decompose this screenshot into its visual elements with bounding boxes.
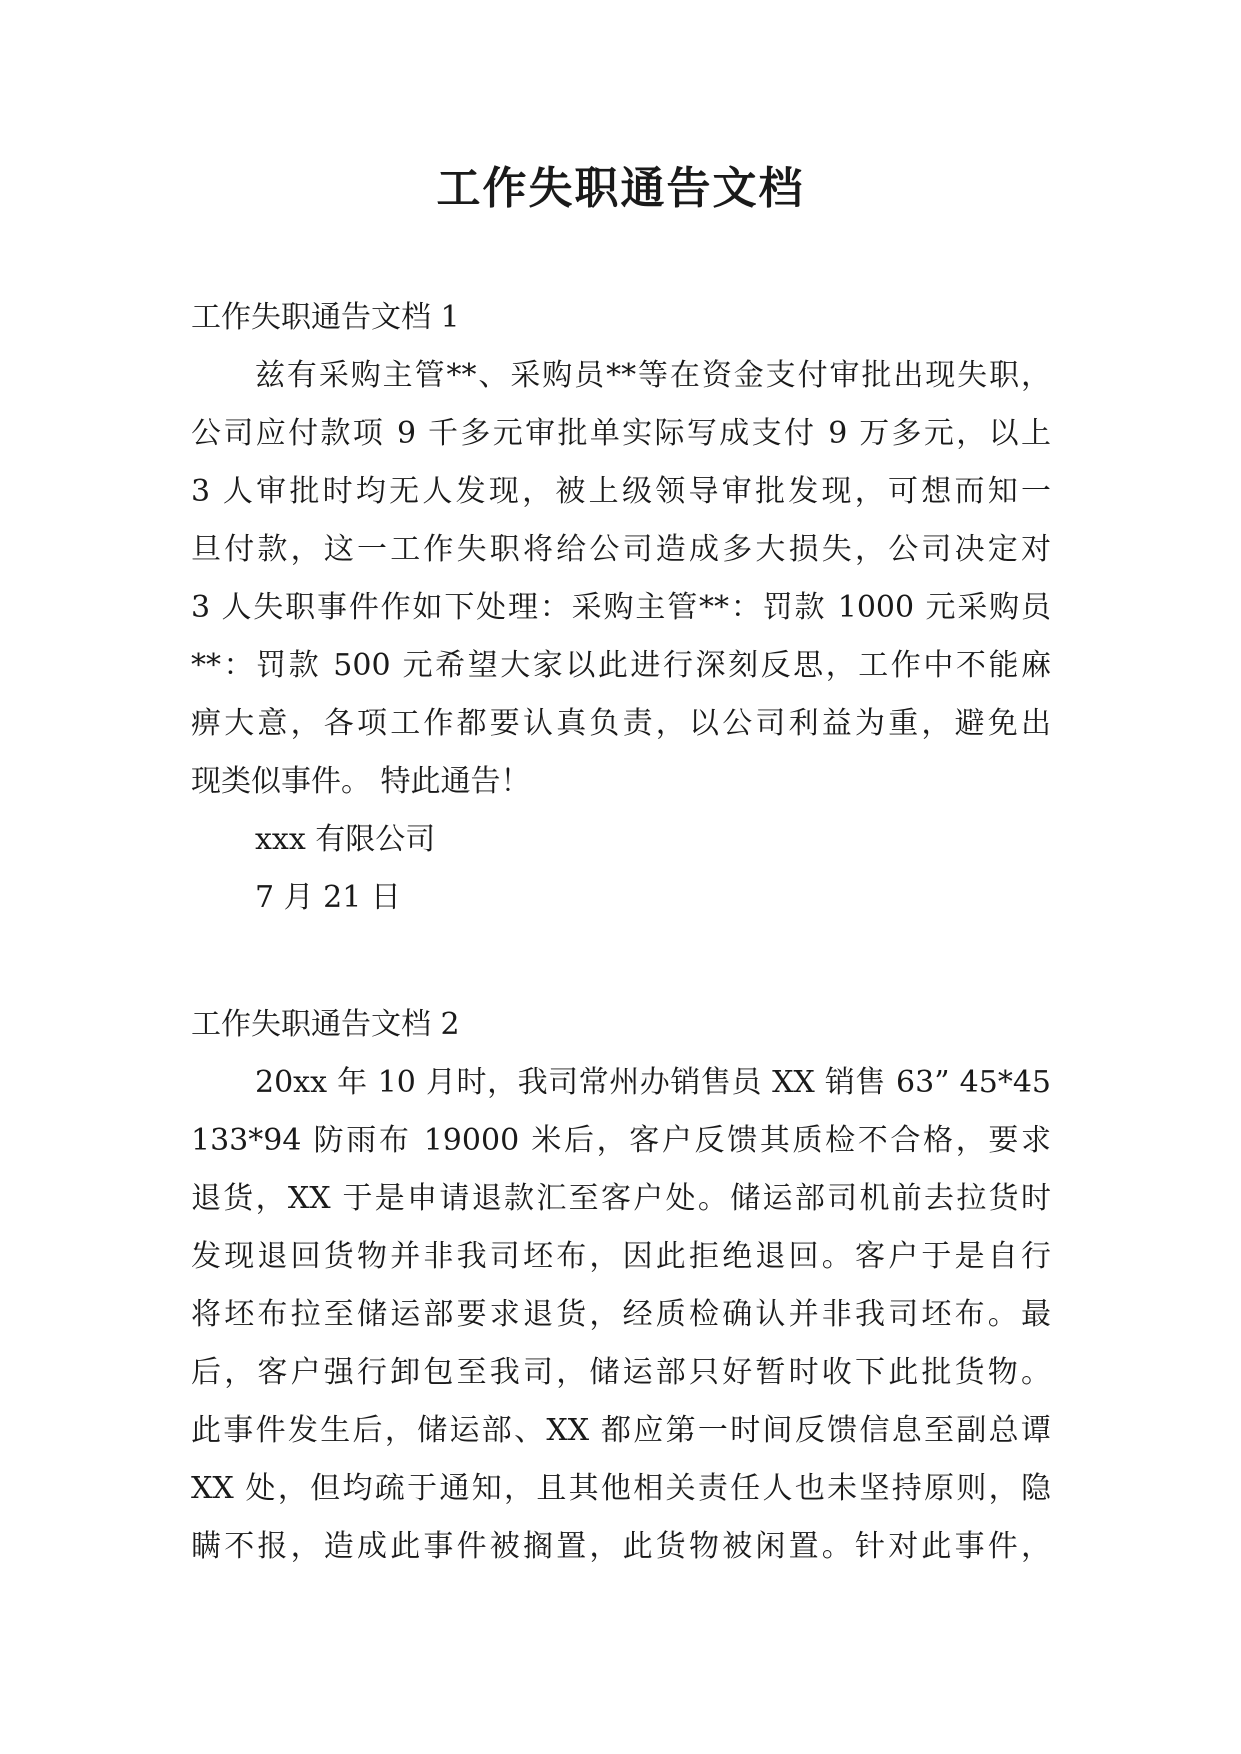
paragraph-line: 旦付款，这一工作失职将给公司造成多大损失，公司决定对 bbox=[191, 532, 1051, 567]
paragraph-line: 20xx 年 10 月时，我司常州办销售员 XX 销售 63” 45*45 bbox=[255, 1065, 1051, 1100]
paragraph-line: 133*94 防雨布 19000 米后，客户反馈其质检不合格，要求 bbox=[191, 1123, 1051, 1158]
paragraph-line: 公司应付款项 9 千多元审批单实际写成支付 9 万多元，以上 bbox=[191, 416, 1051, 451]
paragraph-line: 发现退回货物并非我司坯布，因此拒绝退回。客户于是自行 bbox=[191, 1239, 1051, 1274]
section-2-heading: 工作失职通告文档 2 bbox=[191, 1007, 460, 1042]
section-1-paragraph bbox=[191, 347, 1051, 811]
paragraph-line: 兹有采购主管**、采购员**等在资金支付审批出现失职， bbox=[255, 358, 1051, 393]
paragraph-line: 将坯布拉至储运部要求退货，经质检确认并非我司坯布。最 bbox=[191, 1297, 1051, 1332]
section-1-heading: 工作失职通告文档 1 bbox=[191, 300, 460, 335]
paragraph-line: 痹大意，各项工作都要认真负责，以公司利益为重，避免出 bbox=[191, 706, 1051, 741]
section-divider-space bbox=[191, 927, 1051, 996]
paragraph-line: **：罚款 500 元希望大家以此进行深刻反思，工作中不能麻 bbox=[191, 648, 1051, 683]
section-2-paragraph bbox=[191, 1054, 1051, 1576]
document-title: 工作失职通告文档 bbox=[436, 163, 805, 214]
paragraph-line: 3 人失职事件作如下处理：采购主管**：罚款 1000 元采购员 bbox=[191, 590, 1051, 625]
paragraph-line: XX 处，但均疏于通知，且其他相关责任人也未坚持原则，隐 bbox=[191, 1471, 1051, 1506]
document-body bbox=[191, 289, 1051, 1576]
paragraph-line: 后，客户强行卸包至我司，储运部只好暂时收下此批货物。 bbox=[191, 1355, 1051, 1390]
signature-company: xxx 有限公司 bbox=[255, 822, 436, 857]
paragraph-line: 退货，XX 于是申请退款汇至客户处。储运部司机前去拉货时 bbox=[191, 1181, 1051, 1216]
paragraph-line: 瞒不报，造成此事件被搁置，此货物被闲置。针对此事件， bbox=[191, 1529, 1051, 1564]
paragraph-line: 3 人审批时均无人发现，被上级领导审批发现，可想而知一 bbox=[191, 474, 1051, 509]
paragraph-line: 现类似事件。 特此通告！ bbox=[191, 764, 531, 799]
paragraph-line: 此事件发生后，储运部、XX 都应第一时间反馈信息至副总谭 bbox=[191, 1413, 1051, 1448]
signature-date: 7 月 21 日 bbox=[255, 880, 401, 915]
